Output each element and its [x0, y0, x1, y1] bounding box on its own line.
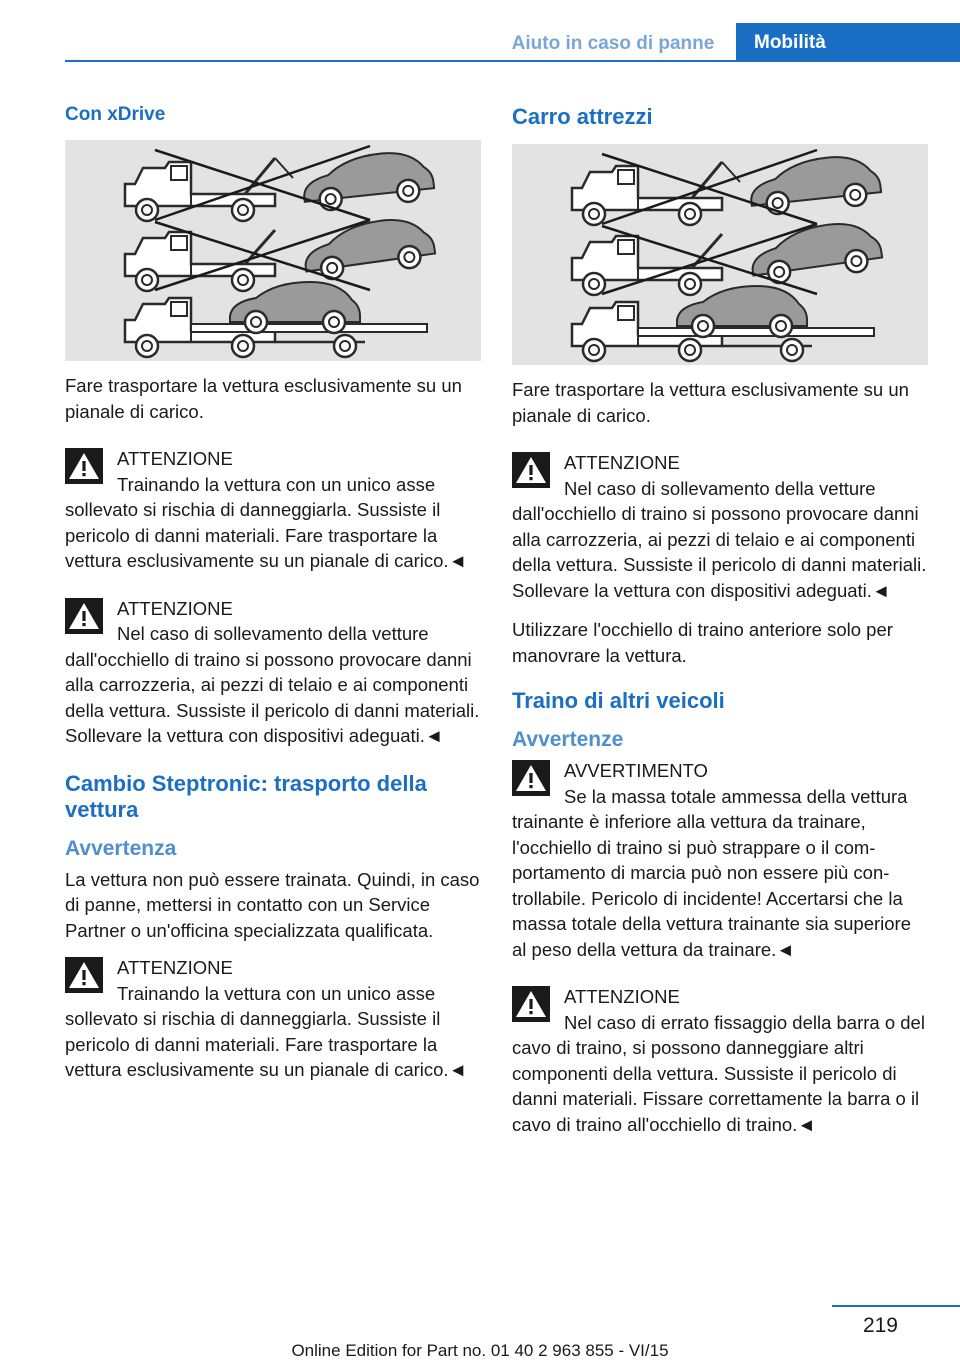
right-column: [512, 100, 928, 1151]
warning-text: Se la massa totale ammessa della vettura trainante è inferiore alla vettura da trainare, l'occhiello di traino si può strappare o il comportamento di marcia può non essere più controllabile. Pericolo di incidente! Accertarsi che la massa totale della vettura trainante sia superiore al peso della vettura da trainare.◄: [512, 785, 911, 960]
warning-triangle-icon: [65, 598, 103, 634]
warning-block: [512, 984, 928, 1137]
warning-text: Trainando la vettura con un unico asse sollevato si rischia di danneggiarla. Sussiste il pericolo di danni materiali. Fare trasportare la vettura esclusivamente su un pianale di carico.◄: [65, 982, 467, 1080]
warning-block: [65, 446, 481, 574]
warning-text: Nel caso di sollevamento della vetture dall'occhiello di traino si possono provocare danni alla carrozzeria, ai pezzi di telaio e ai componenti della vettura. Sussiste il pericolo di danni materiali. Sollevare la vettura con dispositivi adeguati.◄: [65, 623, 480, 746]
warning-triangle-icon: [65, 957, 103, 993]
heading-other-vehicles: Traino di altri veicoli: [512, 688, 725, 713]
heading-steptronic: Cambio Steptronic: trasporto della vettura: [65, 770, 427, 822]
warning-triangle-icon: [512, 760, 550, 796]
warning-block: [65, 955, 481, 1083]
header-section-title: Aiuto in caso di panne: [511, 33, 715, 54]
warning-text: Trainando la vettura con un unico asse sollevato si rischia di danneggiarla. Sussiste il pericolo di danni materiali. Fare trasportare la vettura esclusivamente su un pianale di carico.◄: [65, 473, 467, 571]
warning-title: AVVERTIMENTO: [564, 760, 708, 781]
image-caption: Fare trasportare la vettura esclusivamente su un pianale di carico.: [512, 379, 909, 426]
subheading-avvertenza: Avvertenza: [65, 836, 177, 860]
heading-xdrive: Con xDrive: [65, 104, 166, 125]
tow-truck-illustration: [512, 144, 928, 365]
left-column: [65, 100, 481, 1097]
warning-title: ATTENZIONE: [117, 957, 233, 978]
footer-edition: Online Edition for Part no. 01 40 2 963 855 - VI/15: [291, 1341, 669, 1360]
paragraph: La vettura non può essere trainata. Quindi, in caso di panne, mettersi in contatto con un Service Partner o un'officina specializzata qualificata.: [65, 868, 480, 941]
subheading-avvertenze: Avvertenze: [512, 728, 624, 751]
warning-title: ATTENZIONE: [564, 986, 680, 1007]
warning-block: [512, 758, 928, 962]
footer-rule: [832, 1305, 960, 1307]
paragraph: Utilizzare l'occhiello di traino anteriore solo per manovrare la vettura.: [512, 619, 893, 666]
warning-triangle-icon: [512, 452, 550, 488]
towing-illustration-right: [512, 144, 928, 365]
header-chapter-tab: Mobilità: [736, 23, 960, 62]
warning-text: Nel caso di errato fissaggio della barra o del cavo di traino, si possono danneggiare altri componenti della vettura. Sussiste il pericolo di danni materiali. Fissare correttamente la barra o il cavo di traino all'occhiello di traino.◄: [512, 1011, 925, 1135]
warning-title: ATTENZIONE: [117, 448, 233, 469]
warning-block: [512, 450, 928, 603]
warning-block: [65, 596, 481, 749]
warning-triangle-icon: [512, 986, 550, 1022]
tow-truck-illustration: [65, 140, 481, 361]
warning-text: Nel caso di sollevamento della vetture dall'occhiello di traino si possono provocare danni alla carrozzeria, ai pezzi di telaio e ai componenti della vettura. Sussiste il pericolo di danni materiali. Sollevare la vettura con dispositivi adeguati.◄: [512, 477, 927, 601]
heading-tow-truck: Carro attrezzi: [512, 104, 653, 129]
header-rule: [65, 60, 960, 62]
warning-title: ATTENZIONE: [564, 452, 680, 473]
towing-illustration-left: [65, 140, 481, 361]
page-number: 219: [862, 1314, 898, 1337]
warning-title: ATTENZIONE: [117, 597, 233, 619]
warning-triangle-icon: [65, 448, 103, 484]
image-caption: Fare trasportare la vettura esclusivamente su un pianale di carico.: [65, 375, 462, 422]
